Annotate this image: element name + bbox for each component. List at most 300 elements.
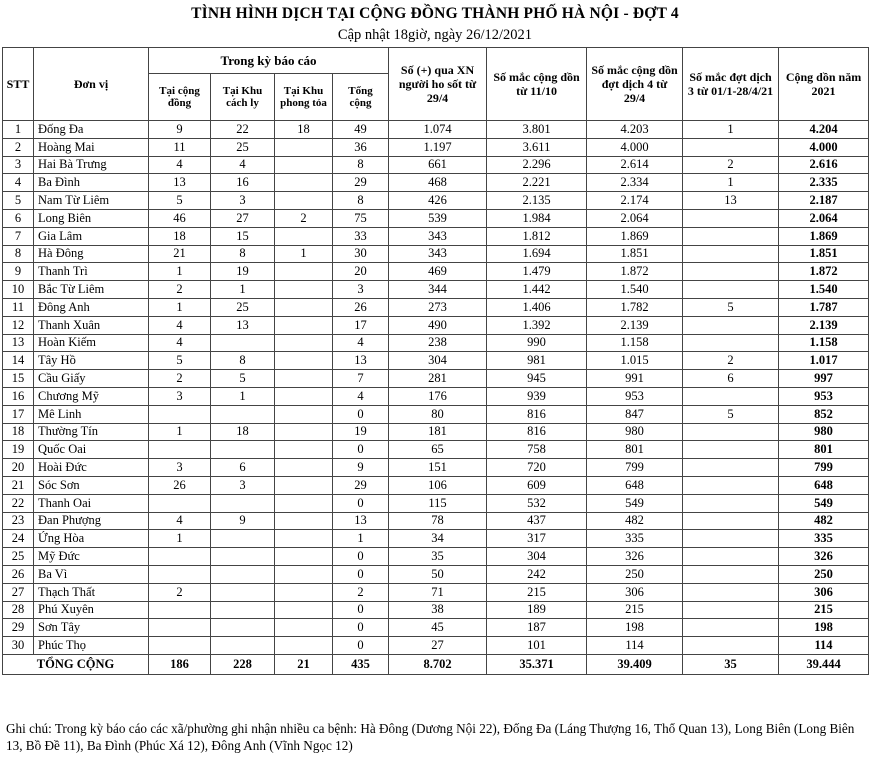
cell-so-xn: 50 — [389, 565, 487, 583]
cell-so-xn: 181 — [389, 423, 487, 441]
cell-don-vi: Hoàng Mai — [34, 138, 149, 156]
header-tong-cong: Tổng cộng — [333, 74, 389, 121]
table-row — [3, 209, 869, 227]
cell-so-xn: 65 — [389, 441, 487, 459]
cell-so-mac-dot4: 198 — [587, 619, 683, 637]
cell-tong-cong: 8 — [333, 156, 389, 174]
cell-stt: 14 — [3, 352, 34, 370]
cell-stt: 23 — [3, 512, 34, 530]
cell-so-mac-dot4: 2.064 — [587, 209, 683, 227]
cell-cong-don-2021: 801 — [779, 441, 869, 459]
cell-tai-khu-cach-ly — [211, 619, 275, 637]
cell-so-xn: 38 — [389, 601, 487, 619]
cell-tong-cong: 33 — [333, 227, 389, 245]
total-row — [3, 654, 869, 674]
cell-tai-khu-phong-toa — [275, 387, 333, 405]
table-row — [3, 565, 869, 583]
cell-tong-cong: 49 — [333, 121, 389, 139]
cell-tai-khu-cach-ly — [211, 565, 275, 583]
cell-so-mac-dot3 — [683, 281, 779, 299]
cell-don-vi: Ba Đình — [34, 174, 149, 192]
cell-so-mac-1110: 1.392 — [487, 316, 587, 334]
covid-cases-table — [2, 47, 869, 675]
cell-tai-cong-dong: 1 — [149, 530, 211, 548]
cell-tai-cong-dong — [149, 637, 211, 655]
cell-stt: 25 — [3, 548, 34, 566]
cell-so-mac-1110: 189 — [487, 601, 587, 619]
cell-tong-cong: 29 — [333, 174, 389, 192]
cell-tong-cong: 0 — [333, 494, 389, 512]
cell-so-mac-dot3 — [683, 423, 779, 441]
cell-cong-don-2021: 1.017 — [779, 352, 869, 370]
header-tai-cong-dong: Tại cộng đồng — [149, 74, 211, 121]
cell-cong-don-2021: 2.616 — [779, 156, 869, 174]
cell-stt: 28 — [3, 601, 34, 619]
cell-tai-khu-phong-toa — [275, 174, 333, 192]
cell-so-mac-dot3 — [683, 619, 779, 637]
table-row — [3, 263, 869, 281]
table-row — [3, 476, 869, 494]
cell-tai-khu-cach-ly: 1 — [211, 281, 275, 299]
cell-cong-don-2021: 250 — [779, 565, 869, 583]
cell-so-xn: 344 — [389, 281, 487, 299]
cell-tai-khu-cach-ly: 4 — [211, 156, 275, 174]
cell-tai-cong-dong: 3 — [149, 459, 211, 477]
cell-tai-khu-phong-toa — [275, 192, 333, 210]
cell-tai-khu-phong-toa: 2 — [275, 209, 333, 227]
table-row — [3, 121, 869, 139]
cell-so-mac-1110: 758 — [487, 441, 587, 459]
cell-so-xn: 469 — [389, 263, 487, 281]
cell-tong-cong: 13 — [333, 512, 389, 530]
cell-don-vi: Gia Lâm — [34, 227, 149, 245]
cell-so-xn: 273 — [389, 298, 487, 316]
cell-so-mac-dot3: 6 — [683, 370, 779, 388]
cell-so-mac-dot3 — [683, 209, 779, 227]
cell-tai-khu-cach-ly — [211, 530, 275, 548]
cell-tai-cong-dong: 18 — [149, 227, 211, 245]
cell-don-vi: Bắc Từ Liêm — [34, 281, 149, 299]
cell-so-mac-dot4: 801 — [587, 441, 683, 459]
table-body — [3, 121, 869, 655]
cell-tai-khu-phong-toa — [275, 334, 333, 352]
cell-stt: 30 — [3, 637, 34, 655]
cell-tai-khu-phong-toa — [275, 298, 333, 316]
cell-so-mac-1110: 304 — [487, 548, 587, 566]
cell-don-vi: Ứng Hòa — [34, 530, 149, 548]
cell-so-xn: 343 — [389, 245, 487, 263]
cell-so-mac-dot3 — [683, 548, 779, 566]
cell-tai-cong-dong: 2 — [149, 370, 211, 388]
cell-don-vi: Thanh Trì — [34, 263, 149, 281]
cell-stt: 10 — [3, 281, 34, 299]
cell-so-mac-dot4: 1.158 — [587, 334, 683, 352]
cell-so-mac-dot3 — [683, 334, 779, 352]
cell-stt: 26 — [3, 565, 34, 583]
cell-tong-cong: 29 — [333, 476, 389, 494]
cell-don-vi: Phúc Thọ — [34, 637, 149, 655]
cell-don-vi: Phú Xuyên — [34, 601, 149, 619]
cell-cong-don-2021: 2.139 — [779, 316, 869, 334]
cell-tai-cong-dong: 2 — [149, 281, 211, 299]
cell-tai-cong-dong: 1 — [149, 298, 211, 316]
cell-tai-cong-dong — [149, 548, 211, 566]
cell-tai-cong-dong — [149, 405, 211, 423]
cell-tai-cong-dong: 1 — [149, 263, 211, 281]
cell-so-mac-1110: 532 — [487, 494, 587, 512]
cell-tai-khu-phong-toa — [275, 138, 333, 156]
cell-cong-don-2021: 1.851 — [779, 245, 869, 263]
cell-tai-khu-cach-ly: 3 — [211, 192, 275, 210]
cell-cong-don-2021: 198 — [779, 619, 869, 637]
cell-tong-cong: 36 — [333, 138, 389, 156]
cell-don-vi: Thường Tín — [34, 423, 149, 441]
cell-tong-cong: 0 — [333, 405, 389, 423]
cell-so-mac-1110: 2.221 — [487, 174, 587, 192]
cell-so-mac-dot3 — [683, 637, 779, 655]
cell-don-vi: Thạch Thất — [34, 583, 149, 601]
cell-tai-khu-cach-ly — [211, 334, 275, 352]
cell-cong-don-2021: 997 — [779, 370, 869, 388]
cell-so-mac-dot4: 799 — [587, 459, 683, 477]
table-row — [3, 281, 869, 299]
cell-tai-cong-dong: 4 — [149, 512, 211, 530]
cell-tai-khu-phong-toa — [275, 405, 333, 423]
cell-cong-don-2021: 549 — [779, 494, 869, 512]
cell-so-mac-dot4: 991 — [587, 370, 683, 388]
cell-tong-cong: 0 — [333, 637, 389, 655]
header-tai-khu-cach-ly: Tại Khu cách ly — [211, 74, 275, 121]
cell-stt: 29 — [3, 619, 34, 637]
cell-so-mac-dot4: 215 — [587, 601, 683, 619]
footnote: Ghi chú: Trong kỳ báo cáo các xã/phường ghi nhận nhiều ca bệnh: Hà Đông (Dương Nội 22), Đống Đa (Láng Thượng 16, Thổ Quan 13), Long Biên (Long Biên 13, Bồ Đề 11), Ba Đình (Phúc Xá 12), Đông Anh (Vĩnh Ngọc 12) — [6, 721, 855, 753]
cell-tai-khu-cach-ly: 8 — [211, 245, 275, 263]
total-cell: 21 — [275, 654, 333, 674]
cell-don-vi: Thanh Oai — [34, 494, 149, 512]
cell-tong-cong: 3 — [333, 281, 389, 299]
cell-cong-don-2021: 953 — [779, 387, 869, 405]
cell-so-mac-dot4: 549 — [587, 494, 683, 512]
header-trong-ky: Trong kỳ báo cáo — [149, 48, 389, 74]
cell-tong-cong: 2 — [333, 583, 389, 601]
cell-tai-cong-dong: 3 — [149, 387, 211, 405]
cell-tai-khu-phong-toa — [275, 459, 333, 477]
cell-don-vi: Hoài Đức — [34, 459, 149, 477]
cell-so-mac-dot3: 5 — [683, 405, 779, 423]
cell-tai-khu-cach-ly — [211, 637, 275, 655]
header-so-xn: Số (+) qua XN người ho sốt từ 29/4 — [389, 48, 487, 121]
total-cell: 228 — [211, 654, 275, 674]
cell-so-mac-dot4: 2.174 — [587, 192, 683, 210]
table-row — [3, 227, 869, 245]
cell-so-mac-dot3 — [683, 476, 779, 494]
cell-cong-don-2021: 2.335 — [779, 174, 869, 192]
cell-tong-cong: 0 — [333, 548, 389, 566]
cell-so-mac-dot4: 114 — [587, 637, 683, 655]
cell-cong-don-2021: 114 — [779, 637, 869, 655]
cell-so-xn: 71 — [389, 583, 487, 601]
cell-tai-khu-cach-ly: 16 — [211, 174, 275, 192]
cell-so-mac-dot4: 2.139 — [587, 316, 683, 334]
cell-tai-khu-phong-toa — [275, 476, 333, 494]
cell-tai-khu-cach-ly: 3 — [211, 476, 275, 494]
cell-cong-don-2021: 1.869 — [779, 227, 869, 245]
cell-cong-don-2021: 335 — [779, 530, 869, 548]
cell-tai-khu-phong-toa — [275, 263, 333, 281]
cell-so-mac-1110: 187 — [487, 619, 587, 637]
total-cell: 39.444 — [779, 654, 869, 674]
cell-tai-khu-phong-toa — [275, 583, 333, 601]
table-row — [3, 316, 869, 334]
cell-tai-cong-dong: 9 — [149, 121, 211, 139]
cell-stt: 15 — [3, 370, 34, 388]
cell-stt: 24 — [3, 530, 34, 548]
cell-so-mac-1110: 939 — [487, 387, 587, 405]
cell-stt: 21 — [3, 476, 34, 494]
cell-so-mac-1110: 1.406 — [487, 298, 587, 316]
cell-tai-cong-dong: 4 — [149, 316, 211, 334]
table-row — [3, 530, 869, 548]
cell-tong-cong: 17 — [333, 316, 389, 334]
cell-so-mac-dot3 — [683, 565, 779, 583]
cell-stt: 16 — [3, 387, 34, 405]
cell-so-mac-dot3 — [683, 530, 779, 548]
table-row — [3, 370, 869, 388]
cell-so-mac-dot3: 2 — [683, 352, 779, 370]
cell-so-mac-1110: 242 — [487, 565, 587, 583]
table-row — [3, 138, 869, 156]
cell-so-mac-dot3: 5 — [683, 298, 779, 316]
table-row — [3, 423, 869, 441]
cell-tai-khu-cach-ly — [211, 548, 275, 566]
cell-tong-cong: 26 — [333, 298, 389, 316]
cell-so-xn: 490 — [389, 316, 487, 334]
cell-stt: 11 — [3, 298, 34, 316]
table-row — [3, 192, 869, 210]
cell-so-mac-1110: 215 — [487, 583, 587, 601]
cell-so-mac-dot3 — [683, 583, 779, 601]
cell-tai-khu-phong-toa — [275, 423, 333, 441]
cell-so-mac-1110: 1.442 — [487, 281, 587, 299]
cell-tai-khu-cach-ly — [211, 441, 275, 459]
cell-don-vi: Đông Anh — [34, 298, 149, 316]
cell-tai-cong-dong — [149, 619, 211, 637]
cell-tai-cong-dong — [149, 601, 211, 619]
cell-stt: 7 — [3, 227, 34, 245]
total-cell: 186 — [149, 654, 211, 674]
cell-so-xn: 45 — [389, 619, 487, 637]
table-row — [3, 245, 869, 263]
cell-tai-khu-phong-toa — [275, 227, 333, 245]
cell-tai-khu-phong-toa — [275, 156, 333, 174]
total-cell: 35.371 — [487, 654, 587, 674]
cell-tong-cong: 0 — [333, 601, 389, 619]
cell-stt: 6 — [3, 209, 34, 227]
table-row — [3, 298, 869, 316]
cell-so-mac-dot3: 1 — [683, 121, 779, 139]
cell-so-mac-dot3 — [683, 441, 779, 459]
cell-so-mac-dot4: 250 — [587, 565, 683, 583]
cell-tong-cong: 4 — [333, 334, 389, 352]
cell-don-vi: Long Biên — [34, 209, 149, 227]
cell-tai-cong-dong: 4 — [149, 156, 211, 174]
cell-stt: 5 — [3, 192, 34, 210]
cell-tai-khu-phong-toa — [275, 548, 333, 566]
cell-tai-khu-cach-ly — [211, 583, 275, 601]
cell-tai-cong-dong: 5 — [149, 192, 211, 210]
cell-so-xn: 151 — [389, 459, 487, 477]
cell-cong-don-2021: 215 — [779, 601, 869, 619]
cell-tai-khu-cach-ly: 19 — [211, 263, 275, 281]
cell-so-mac-1110: 2.296 — [487, 156, 587, 174]
cell-tai-khu-phong-toa — [275, 494, 333, 512]
total-cell: 39.409 — [587, 654, 683, 674]
header-so-mac-dot4: Số mắc cộng dồn đợt dịch 4 từ 29/4 — [587, 48, 683, 121]
cell-tai-khu-phong-toa — [275, 441, 333, 459]
cell-so-mac-dot3 — [683, 245, 779, 263]
cell-tai-khu-phong-toa — [275, 281, 333, 299]
cell-so-mac-1110: 945 — [487, 370, 587, 388]
cell-so-mac-1110: 2.135 — [487, 192, 587, 210]
table-row — [3, 334, 869, 352]
total-cell: 8.702 — [389, 654, 487, 674]
cell-tai-cong-dong: 4 — [149, 334, 211, 352]
cell-so-xn: 661 — [389, 156, 487, 174]
cell-tong-cong: 19 — [333, 423, 389, 441]
table-row — [3, 601, 869, 619]
cell-cong-don-2021: 4.000 — [779, 138, 869, 156]
cell-cong-don-2021: 2.187 — [779, 192, 869, 210]
table-row — [3, 494, 869, 512]
cell-tai-khu-phong-toa — [275, 370, 333, 388]
cell-stt: 20 — [3, 459, 34, 477]
cell-stt: 17 — [3, 405, 34, 423]
cell-tai-khu-phong-toa — [275, 352, 333, 370]
cell-cong-don-2021: 1.158 — [779, 334, 869, 352]
cell-tai-khu-cach-ly: 9 — [211, 512, 275, 530]
table-row — [3, 459, 869, 477]
cell-so-mac-1110: 1.479 — [487, 263, 587, 281]
cell-don-vi: Đan Phượng — [34, 512, 149, 530]
cell-so-xn: 27 — [389, 637, 487, 655]
cell-so-xn: 115 — [389, 494, 487, 512]
cell-so-mac-dot4: 648 — [587, 476, 683, 494]
cell-so-xn: 1.197 — [389, 138, 487, 156]
table-row — [3, 619, 869, 637]
cell-don-vi: Nam Từ Liêm — [34, 192, 149, 210]
cell-so-mac-dot4: 1.872 — [587, 263, 683, 281]
cell-tong-cong: 0 — [333, 619, 389, 637]
cell-so-xn: 78 — [389, 512, 487, 530]
cell-tai-khu-phong-toa — [275, 565, 333, 583]
cell-tai-khu-cach-ly: 15 — [211, 227, 275, 245]
cell-so-mac-dot3 — [683, 459, 779, 477]
cell-tai-cong-dong: 46 — [149, 209, 211, 227]
table-row — [3, 156, 869, 174]
table-row — [3, 512, 869, 530]
cell-so-mac-1110: 101 — [487, 637, 587, 655]
cell-so-mac-dot4: 1.851 — [587, 245, 683, 263]
cell-tong-cong: 0 — [333, 565, 389, 583]
cell-so-mac-dot4: 1.015 — [587, 352, 683, 370]
cell-stt: 3 — [3, 156, 34, 174]
cell-so-mac-1110: 816 — [487, 423, 587, 441]
cell-so-xn: 106 — [389, 476, 487, 494]
cell-so-mac-dot4: 482 — [587, 512, 683, 530]
cell-tai-khu-cach-ly: 5 — [211, 370, 275, 388]
cell-cong-don-2021: 326 — [779, 548, 869, 566]
cell-don-vi: Tây Hồ — [34, 352, 149, 370]
cell-tai-cong-dong: 2 — [149, 583, 211, 601]
cell-so-xn: 281 — [389, 370, 487, 388]
cell-tai-khu-cach-ly: 8 — [211, 352, 275, 370]
table-row — [3, 387, 869, 405]
cell-so-mac-dot4: 4.000 — [587, 138, 683, 156]
cell-tai-khu-cach-ly: 27 — [211, 209, 275, 227]
cell-so-xn: 343 — [389, 227, 487, 245]
cell-tai-khu-phong-toa — [275, 316, 333, 334]
cell-so-mac-dot4: 1.540 — [587, 281, 683, 299]
cell-cong-don-2021: 648 — [779, 476, 869, 494]
cell-tong-cong: 8 — [333, 192, 389, 210]
cell-cong-don-2021: 799 — [779, 459, 869, 477]
cell-tai-khu-cach-ly — [211, 405, 275, 423]
cell-so-xn: 176 — [389, 387, 487, 405]
cell-so-xn: 304 — [389, 352, 487, 370]
table-row — [3, 637, 869, 655]
cell-don-vi: Sơn Tây — [34, 619, 149, 637]
cell-don-vi: Hai Bà Trưng — [34, 156, 149, 174]
cell-tai-cong-dong: 1 — [149, 423, 211, 441]
cell-so-mac-dot3: 1 — [683, 174, 779, 192]
cell-so-mac-dot3 — [683, 387, 779, 405]
cell-so-mac-dot3 — [683, 263, 779, 281]
cell-stt: 8 — [3, 245, 34, 263]
table-row — [3, 405, 869, 423]
cell-tai-cong-dong: 21 — [149, 245, 211, 263]
total-cell: 35 — [683, 654, 779, 674]
cell-so-mac-dot4: 306 — [587, 583, 683, 601]
cell-don-vi: Mê Linh — [34, 405, 149, 423]
header-cong-don-2021: Cộng dồn năm 2021 — [779, 48, 869, 121]
cell-so-xn: 34 — [389, 530, 487, 548]
table-row — [3, 174, 869, 192]
cell-so-mac-1110: 437 — [487, 512, 587, 530]
cell-tai-cong-dong: 26 — [149, 476, 211, 494]
cell-so-mac-1110: 1.812 — [487, 227, 587, 245]
page-title: TÌNH HÌNH DỊCH TẠI CỘNG ĐỒNG THÀNH PHỐ HÀ NỘI - ĐỢT 4 — [191, 5, 679, 22]
cell-tai-khu-cach-ly — [211, 494, 275, 512]
cell-tai-khu-phong-toa — [275, 637, 333, 655]
cell-so-mac-1110: 816 — [487, 405, 587, 423]
cell-cong-don-2021: 1.872 — [779, 263, 869, 281]
cell-so-mac-dot4: 1.782 — [587, 298, 683, 316]
cell-tai-cong-dong: 13 — [149, 174, 211, 192]
cell-tai-khu-cach-ly: 25 — [211, 138, 275, 156]
cell-so-mac-1110: 720 — [487, 459, 587, 477]
cell-tai-khu-cach-ly: 25 — [211, 298, 275, 316]
cell-tong-cong: 20 — [333, 263, 389, 281]
cell-so-mac-dot3: 2 — [683, 156, 779, 174]
cell-don-vi: Cầu Giấy — [34, 370, 149, 388]
cell-stt: 12 — [3, 316, 34, 334]
cell-so-mac-dot4: 953 — [587, 387, 683, 405]
cell-cong-don-2021: 4.204 — [779, 121, 869, 139]
cell-stt: 1 — [3, 121, 34, 139]
cell-tong-cong: 30 — [333, 245, 389, 263]
cell-so-mac-dot3 — [683, 227, 779, 245]
cell-so-mac-dot3 — [683, 494, 779, 512]
